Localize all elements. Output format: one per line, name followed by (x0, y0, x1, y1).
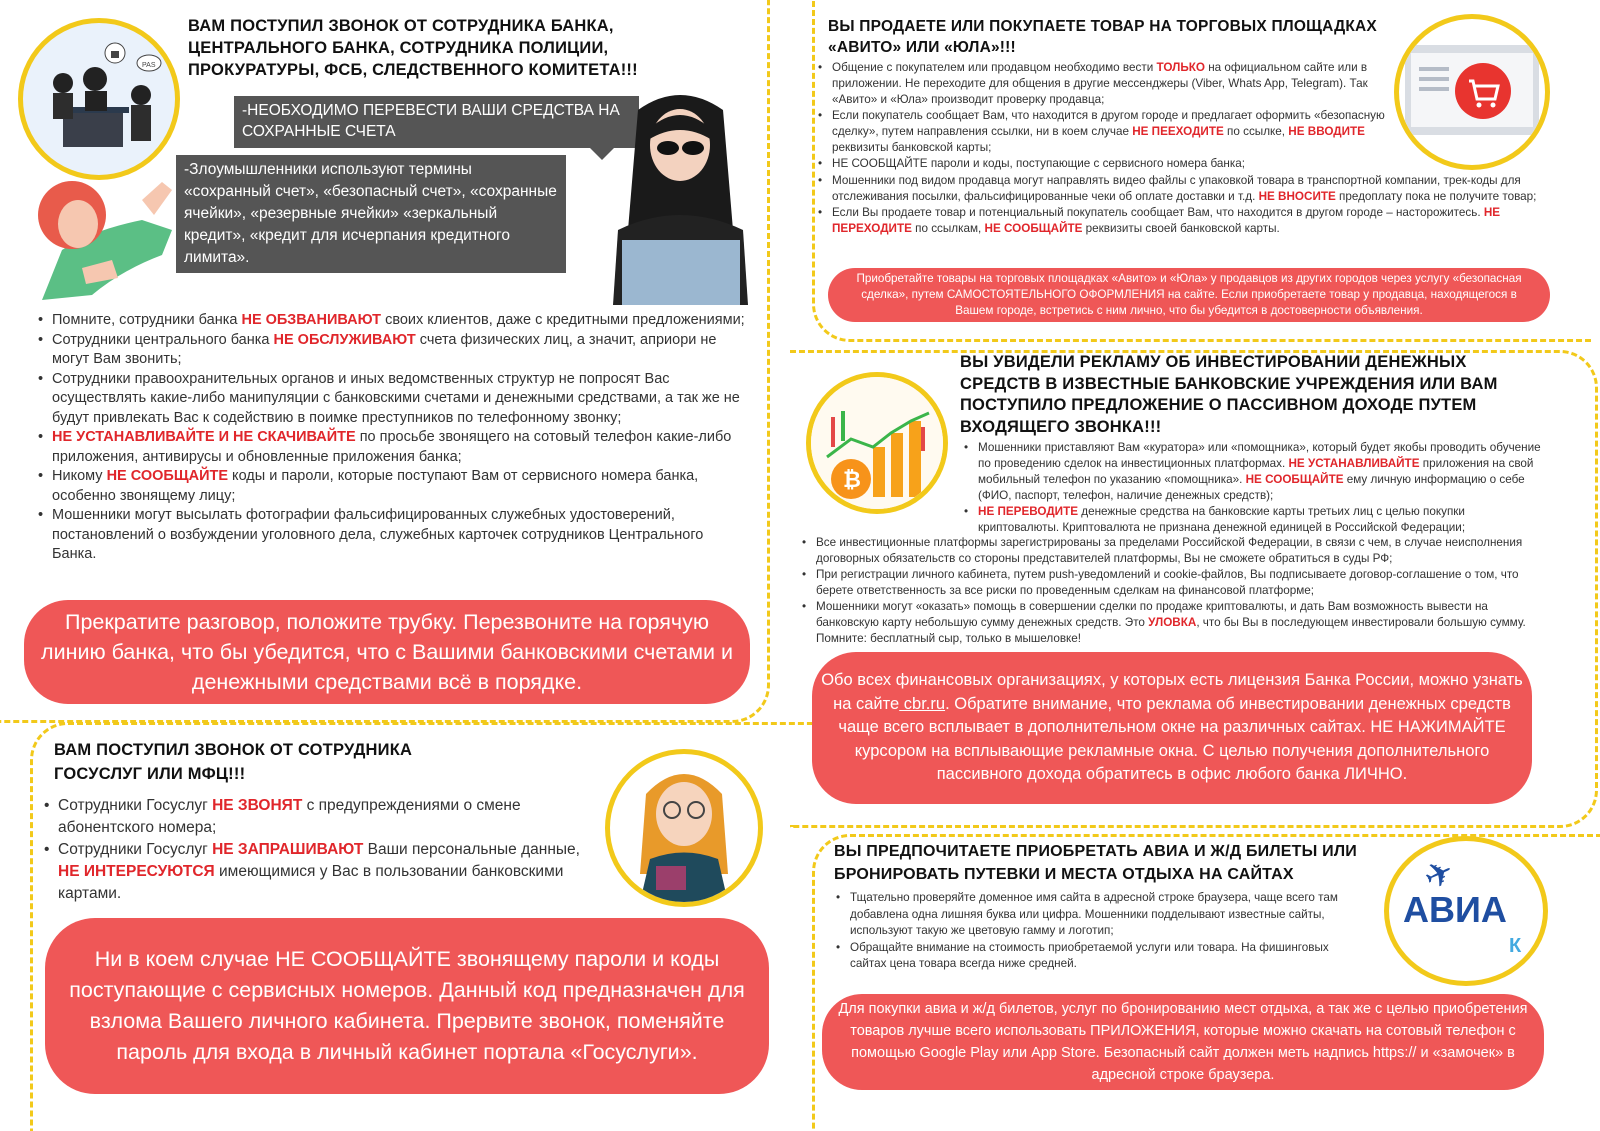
section2-advice-text: Ни в коем случае НЕ СООБЩАЙТЕ звонящему пароли и коды поступающие с сервисных номеров. Данный код предназначен для взлома Вашего личного кабинета. Прервите звонок, поменяйте пароль для входа в личный кабинет портала «Госуслуги». (69, 947, 745, 1064)
list-item: • Сотрудники правоохранительных органов и иных ведомственных структур не попросят Вас осуществлять какие-либо манипуляции с банковскими счетами и денежными средствами, а так же не будут привлекать Вас к содействию в поимке преступников по телефонному звонку; (36, 370, 746, 429)
section1-title: ВАМ ПОСТУПИЛ ЗВОНОК ОТ СОТРУДНИКА БАНКА, ЦЕНТРАЛЬНОГО БАНКА, СОТРУДНИКА ПОЛИЦИИ, ПРОКУРАТУРЫ, ФСБ, СЛЕДСТВЕННОГО КОМИТЕТА!!! (188, 17, 638, 79)
speech-bubble-terms: -Злоумышленники используют термины «сохранный счет», «безопасный счет», «сохранные ячейки», «резервные ячейки» «зеркальный кредит», «кредит для исчерпания кредитного лимита». (176, 155, 566, 273)
section4-advice-pill (812, 652, 1532, 804)
avia-logo-subtext: К (1509, 935, 1522, 957)
section5-title: ВЫ ПРЕДПОЧИТАЕТЕ ПРИОБРЕТАТЬ АВИА И Ж/Д БИЛЕТЫ ИЛИ БРОНИРОВАТЬ ПУТЕВКИ И МЕСТА ОТДЫХА НА САЙТАХ (834, 843, 1357, 883)
section5-list (834, 890, 1354, 973)
section4-title: ВЫ УВИДЕЛИ РЕКЛАМУ ОБ ИНВЕСТИРОВАНИИ ДЕНЕЖНЫХ СРЕДСТВ В ИЗВЕСТНЫЕ БАНКОВСКИЕ УЧРЕЖДЕНИЯ ИЛИ ВАМ ПОСТУПИЛО ПРЕДЛОЖЕНИЕ О ПАССИВНОМ ДОХОДЕ ПУТЕМ ВХОДЯЩЕГО ЗВОНКА!!! (960, 353, 1498, 436)
section1-advice-text: Прекратите разговор, положите трубку. Перезвоните на горячую линию банка, что бы убедится, что с Вашими банковскими счетами и денежными средствами всё в порядке. (41, 610, 733, 694)
list-item: • Если покупатель сообщает Вам, что находится в другом городе и предлагает оформить «безопасную сделку», путем направления ссылки, ни в коем случае НЕ ПЕЕХОДИТЕ по ссылке, НЕ ВВОДИТЕ реквизиты банковской карты; (816, 108, 1390, 156)
section3-title: ВЫ ПРОДАЕТЕ ИЛИ ПОКУПАЕТЕ ТОВАР НА ТОРГОВЫХ ПЛОЩАДКАХ «АВИТО» ИЛИ «ЮЛА»!!! (828, 18, 1377, 56)
list-item: • Сотрудники Госуслуг НЕ ЗВОНЯТ с предупреждениями о смене абонентского номера; (42, 795, 582, 839)
section2-list (42, 795, 582, 905)
woman-operator-illustration (605, 749, 763, 907)
section4-list-wide (800, 535, 1544, 647)
list-item: • Если Вы продаете товар и потенциальный покупатель сообщает Вам, что находится в другом городе – насторожитесь. НЕ ПЕРЕХОДИТЕ по ссылкам, НЕ СООБЩАЙТЕ реквизиты своей банковской карты. (816, 205, 1556, 237)
avia-logo-text: АВИА (1403, 889, 1507, 930)
section2-advice-pill (45, 918, 769, 1094)
list-item: • Тщательно проверяйте доменное имя сайта в адресной строке браузера, чаще всего там добавлена одна лишняя буква или цифра. Мошенники подделывают известные сайты, используют такую же цветовую гамму и логотип; (834, 890, 1354, 940)
section5-advice-pill (822, 994, 1544, 1090)
list-item: • Никому НЕ СООБЩАЙТЕ коды и пароли, которые поступают Вам от сервисного номера банка, особенно звонящему лицу; (36, 467, 746, 506)
list-item: • НЕ ПЕРЕВОДИТЕ денежные средства на банковские карты третьих лиц с целью покупки криптовалюты. Криптовалюта не признана денежной единицей в Российской Федерации; (962, 504, 1542, 536)
list-item: • НЕ УСТАНАВЛИВАЙТЕ И НЕ СКАЧИВАЙТЕ по просьбе звонящего на сотовый телефон какие-либо приложения, антивирусы и обновленные приложения банка; (36, 428, 746, 467)
crypto-chart-illustration (806, 372, 948, 514)
list-item: • НЕ СООБЩАЙТЕ пароли и коды, поступающие с сервисного номера банка; (816, 156, 1390, 172)
avia-logo (1384, 836, 1548, 986)
section3-advice-text: Приобретайте товары на торговых площадках «Авито» и «Юла» у продавцов из других городов через услугу «безопасная сделка», путем САМОСТОЯТЕЛЬНОГО ОФОРМЛЕНИЯ на сайте. Если приобретаете товар у продавца, находящегося в Вашем городе, встретись с ним лично, что бы убедится в достоверности объявления. (856, 272, 1522, 317)
hackers-illustration (18, 18, 180, 180)
list-item: • Мошенники могут «оказать» помощь в совершении сделки по продаже криптовалюты, и дать Вам возможность вывести на банковскую карту небольшую сумму денежных средств. Это УЛОВКА, что бы Вы в последующем инвестировали большую сумму. Помните: бесплатный сыр, только в мышеловке! (800, 599, 1544, 647)
list-item: • Все инвестиционные платформы зарегистрированы за пределами Российской Федерации, в связи с чем, в случае неисполнения договорных обязательств со стороны представителей платформы, Вы не сможете обратиться в суды РФ; (800, 535, 1544, 567)
list-item: • Общение с покупателем или продавцом необходимо вести ТОЛЬКО на официальном сайте или в приложении. Не переходите для общения в другие мессенджеры (Viber, Whats App, Telegram). Так «Авито» и «Юла» производит проверку продавца; (816, 60, 1390, 108)
list-item: • Сотрудники центрального банка НЕ ОБСЛУЖИВАЮТ счета физических лиц, а значит, априори не могут Вам звонить; (36, 331, 746, 370)
list-item: • Обращайте внимание на стоимость приобретаемой услуги или товара. На фишинговых сайтах цена товара всегда ниже средней. (834, 940, 1354, 973)
section3-list (816, 60, 1390, 172)
list-item: • Помните, сотрудники банка НЕ ОБЗВАНИВАЮТ своих клиентов, даже с кредитными предложениями; (36, 311, 746, 331)
list-item: • Сотрудники Госуслуг НЕ ЗАПРАШИВАЮТ Ваши персональные данные, НЕ ИНТЕРЕСУЮТСЯ имеющимися у Вас в пользовании банковскими картами. (42, 839, 582, 905)
section4-list (962, 440, 1542, 536)
list-item: • Мошенники под видом продавца могут направлять видео файлы с упаковкой товара в транспортной компании, трек-коды для отслеживания посылки, фальсифицированные чеки об оплате доставки и т.д. НЕ ВНОСИТЕ предоплату пока не получите товар; (816, 173, 1556, 205)
section1-advice-pill (24, 600, 750, 704)
section2-title: ВАМ ПОСТУПИЛ ЗВОНОК ОТ СОТРУДНИКА ГОСУСЛУГ ИЛИ МФЦ!!! (54, 741, 413, 783)
cbr-link[interactable]: cbr.ru (899, 694, 946, 713)
section5-advice-text: Для покупки авиа и ж/д билетов, услуг по бронированию мест отдыха, а так же с целью приобретения товаров лучше всего использовать ПРИЛОЖЕНИЯ, которые можно скачать на сотовый телефон с помощью Google Play или App Store. Безопасный сайт должен меть надпись https:// и «замочек» в адресной строке браузера. (838, 1001, 1528, 1083)
speech-bubble-transfer: -НЕОБХОДИМО ПЕРЕВЕСТИ ВАШИ СРЕДСТВА НА СОХРАННЫЕ СЧЕТА (234, 96, 639, 148)
svg-text:₿: ₿ (843, 467, 861, 492)
list-item: • При регистрации личного кабинета, путем push-уведомлений и cookie-файлов, Вы подписываете договор-соглашение о том, что берете ответственность за все риски по проведенным сделкам на финансовой платформе; (800, 567, 1544, 599)
scared-woman-illustration (22, 160, 182, 300)
list-item: • Мошенники могут высылать фотографии фальсифицированных служебных удостоверений, постановлений о возбуждении уголовного дела, служебных карточек сотрудников Центрального Банка. (36, 506, 746, 565)
section3-advice-pill (828, 268, 1550, 322)
hooded-hacker-illustration (608, 90, 753, 305)
list-item: • Мошенники приставляют Вам «куратора» или «помощника», который будет якобы проводить обучение по проведению сделок на инвестиционных платформах. НЕ УСТАНАВЛИВАЙТЕ приложения на свой мобильный телефон по указанию «помощника». НЕ СООБЩАЙТЕ ему личную информацию о себе (ФИО, паспорт, телефон, наличие денежных средств); (962, 440, 1542, 504)
section4-advice-text: Обо всех финансовых организациях, у которых есть лицензия Банка России, можно узнать на сайте cbr.ru. Обратите внимание, что реклама об инвестировании денежных средств чаще всего всплывает в дополнительном окне на различных сайтах. НЕ НАЖИМАЙТЕ курсором на всплывающие рекламные окна. С целью получения дополнительного пассивного дохода обратитесь в офис любого банка ЛИЧНО. (821, 671, 1523, 784)
plane-icon: ✈ (1418, 851, 1461, 899)
section3-list-wide (816, 173, 1556, 237)
shopping-cart-illustration (1394, 14, 1550, 170)
svg-text:PAS: PAS (142, 62, 156, 69)
section1-list (36, 311, 746, 565)
